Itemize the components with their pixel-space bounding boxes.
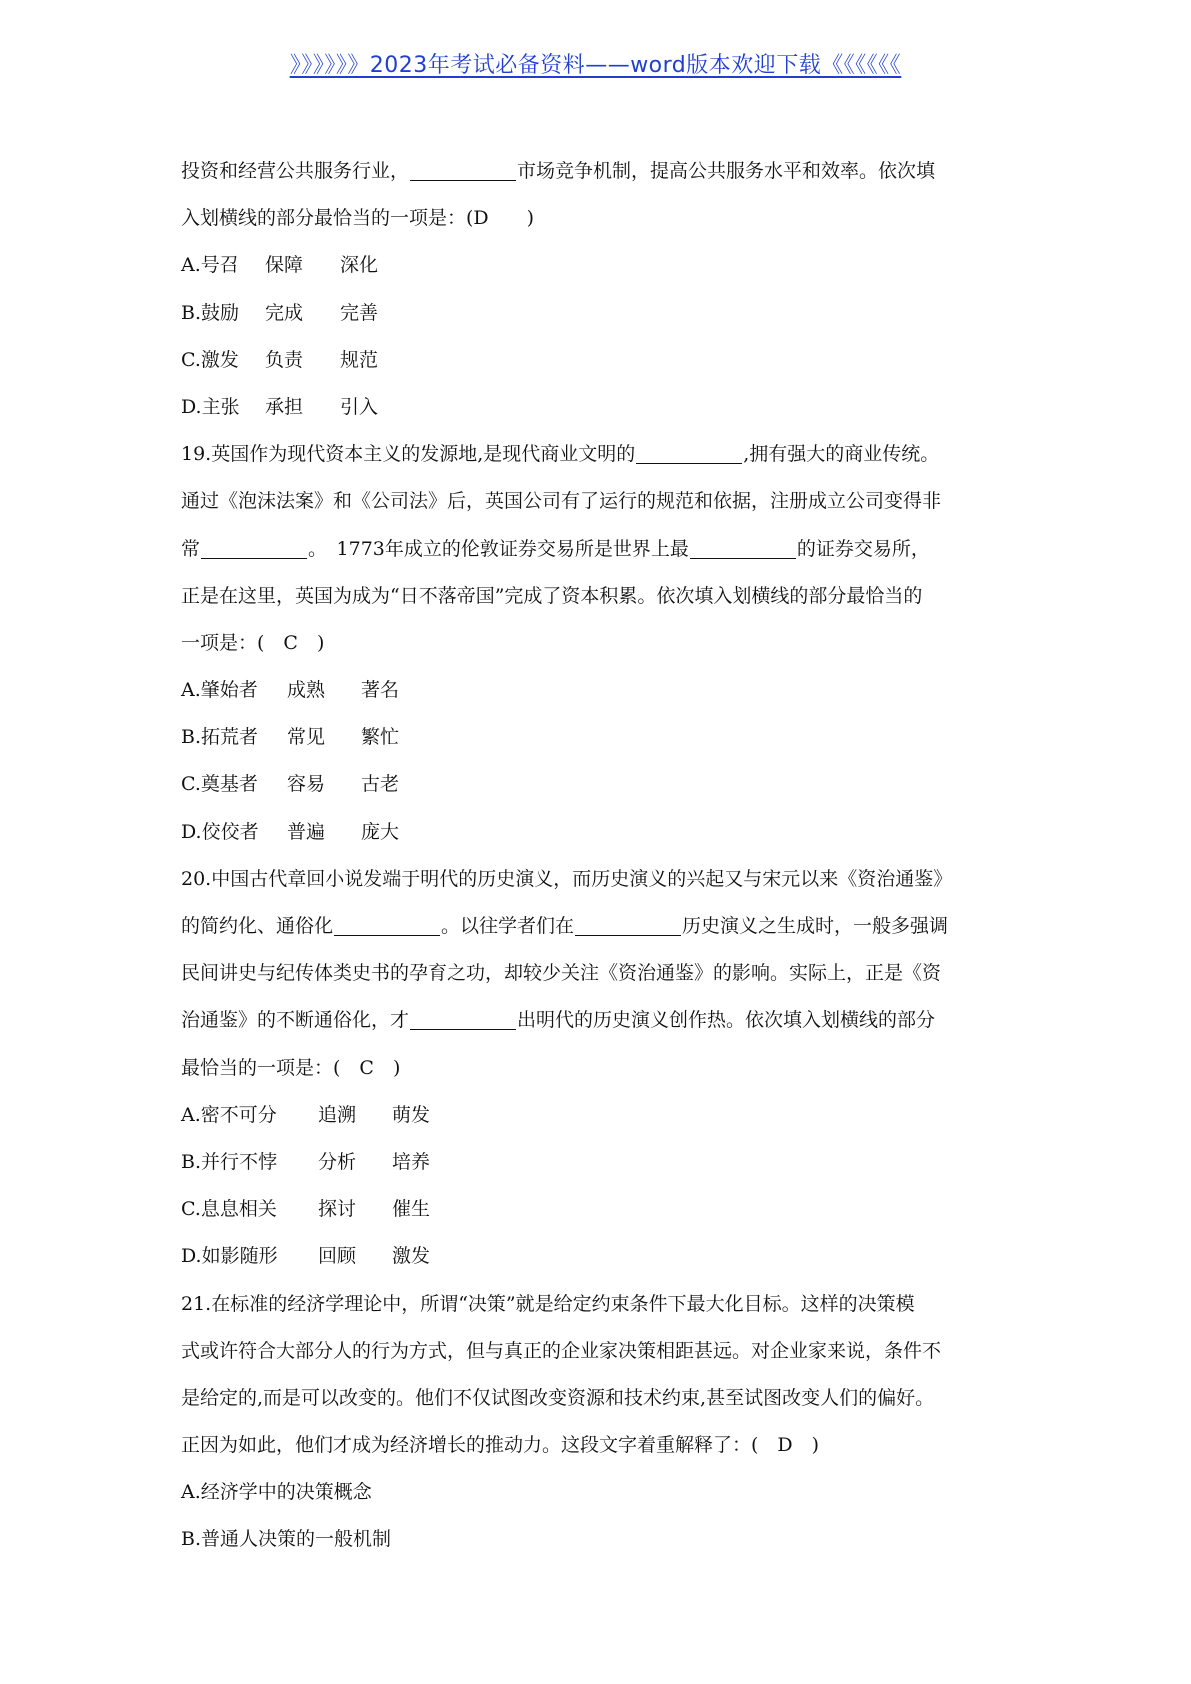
text-segment: 常 bbox=[181, 537, 201, 560]
q19-option-d bbox=[181, 809, 1021, 856]
text-segment: 出明代的历史演义创作热。依次填入划横线的部分 bbox=[517, 1009, 936, 1032]
option-word: 培养 bbox=[392, 1150, 431, 1173]
option-word: 分析 bbox=[318, 1150, 357, 1173]
q20-stem-line-2 bbox=[181, 903, 1021, 950]
option-word: 激发 bbox=[392, 1245, 431, 1268]
document-body bbox=[181, 148, 1021, 1564]
option-word: 常见 bbox=[287, 726, 326, 749]
option-label: A.密不可分 bbox=[181, 1103, 277, 1126]
option-word: 承担 bbox=[265, 395, 304, 418]
option-label: A.肇始者 bbox=[181, 679, 258, 702]
q18-stem-line-2: 入划横线的部分最恰当的一项是：(D ) bbox=[181, 207, 535, 230]
answer-blank bbox=[575, 909, 681, 936]
text-segment: 19.英国作为现代资本主义的发源地,是现代商业文明的 bbox=[181, 443, 636, 466]
option-label: C.激发 bbox=[181, 348, 239, 371]
q19-option-c bbox=[181, 761, 1021, 808]
option-label: D.如影随形 bbox=[181, 1245, 278, 1268]
q21-option-a: A.经济学中的决策概念 bbox=[181, 1481, 372, 1504]
text-segment: 治通鉴》的不断通俗化，才 bbox=[181, 1009, 410, 1032]
option-word: 成熟 bbox=[287, 679, 326, 702]
option-word: 萌发 bbox=[392, 1103, 431, 1126]
option-label: C.息息相关 bbox=[181, 1198, 277, 1221]
option-word: 容易 bbox=[287, 773, 326, 796]
option-word: 繁忙 bbox=[361, 726, 400, 749]
q20-option-d bbox=[181, 1233, 1021, 1280]
text-segment: 投资和经营公共服务行业， bbox=[181, 160, 410, 182]
option-word: 古老 bbox=[361, 773, 400, 796]
option-word: 完善 bbox=[340, 301, 379, 324]
option-label: D.佼佼者 bbox=[181, 820, 259, 843]
answer-blank bbox=[410, 154, 516, 181]
option-label: B.拓荒者 bbox=[181, 726, 259, 749]
option-word: 追溯 bbox=[318, 1103, 357, 1126]
q19-stem-line-4: 正是在这里，英国为成为“日不落帝国”完成了资本积累。依次填入划横线的部分最恰当的 bbox=[181, 584, 923, 607]
q21-stem-line-2: 式或许符合大部分人的行为方式，但与真正的企业家决策相距甚远。对企业家来说，条件不 bbox=[181, 1339, 942, 1362]
answer-blank bbox=[636, 437, 742, 464]
option-word: 负责 bbox=[265, 348, 304, 371]
option-word: 催生 bbox=[392, 1198, 431, 1221]
option-word: 深化 bbox=[340, 254, 379, 277]
q18-option-a bbox=[181, 242, 1021, 289]
option-word: 规范 bbox=[340, 348, 379, 371]
q21-stem-line-3: 是给定的,而是可以改变的。他们不仅试图改变资源和技术约束,甚至试图改变人们的偏好。 bbox=[181, 1386, 935, 1409]
text-segment: 市场竞争机制，提高公共服务水平和效率。依次填 bbox=[517, 160, 936, 182]
q19-stem-line-5: 一项是：( C ) bbox=[181, 631, 325, 654]
q19-stem-line-3 bbox=[181, 526, 1021, 573]
option-label: C.奠基者 bbox=[181, 773, 258, 796]
q20-stem-line-3: 民间讲史与纪传体类史书的孕育之功，却较少关注《资治通鉴》的影响。实际上，正是《资 bbox=[181, 962, 942, 985]
q20-option-c bbox=[181, 1186, 1021, 1233]
text-segment: 的证券交易所， bbox=[796, 537, 930, 560]
option-label: B.鼓励 bbox=[181, 301, 240, 324]
option-label: D.主张 bbox=[181, 395, 240, 418]
download-banner-link[interactable]: 》》》》》》2023年考试必备资料——word版本欢迎下载《《《《《《 bbox=[289, 53, 902, 78]
text-segment: ,拥有强大的商业传统。 bbox=[743, 443, 940, 466]
option-word: 引入 bbox=[340, 395, 379, 418]
answer-blank bbox=[410, 1003, 516, 1030]
q20-stem-line-4 bbox=[181, 997, 1021, 1044]
q18-option-d bbox=[181, 384, 1021, 431]
q21-stem-line-4: 正因为如此，他们才成为经济增长的推动力。这段文字着重解释了：( D ) bbox=[181, 1434, 820, 1457]
q21-option-b: B.普通人决策的一般机制 bbox=[181, 1528, 392, 1551]
text-segment: 。以往学者们在 bbox=[441, 915, 575, 937]
q20-option-a bbox=[181, 1092, 1021, 1139]
answer-blank bbox=[690, 532, 796, 559]
answer-blank bbox=[334, 909, 440, 936]
option-word: 回顾 bbox=[318, 1245, 357, 1268]
q18-stem-line-1 bbox=[181, 148, 1021, 195]
option-word: 普遍 bbox=[287, 820, 326, 843]
text-segment: 历史演义之生成时，一般多强调 bbox=[682, 915, 949, 937]
q20-option-b bbox=[181, 1139, 1021, 1186]
q20-stem-line-5: 最恰当的一项是：( C ) bbox=[181, 1056, 401, 1079]
option-label: A.号召 bbox=[181, 254, 239, 277]
option-word: 探讨 bbox=[318, 1198, 357, 1221]
q19-stem-line-2: 通过《泡沫法案》和《公司法》后，英国公司有了运行的规范和依据，注册成立公司变得非 bbox=[181, 490, 942, 513]
option-label: B.并行不悖 bbox=[181, 1150, 278, 1173]
q18-option-c bbox=[181, 337, 1021, 384]
q19-stem-line-1 bbox=[181, 431, 1021, 478]
option-word: 著名 bbox=[361, 679, 400, 702]
option-word: 完成 bbox=[265, 301, 304, 324]
option-word: 保障 bbox=[265, 254, 304, 277]
q20-stem-line-1: 20.中国古代章回小说发端于明代的历史演义，而历史演义的兴起又与宋元以来《资治通鉴》 bbox=[181, 867, 953, 890]
answer-blank bbox=[201, 532, 307, 559]
text-segment: 的简约化、通俗化 bbox=[181, 915, 334, 937]
q21-stem-line-1: 21.在标准的经济学理论中，所谓“决策”就是给定约束条件下最大化目标。这样的决策模 bbox=[181, 1292, 915, 1315]
q19-option-a bbox=[181, 667, 1021, 714]
q19-option-b bbox=[181, 714, 1021, 761]
text-segment: 。 1773年成立的伦敦证券交易所是世界上最 bbox=[308, 537, 689, 560]
q18-option-b bbox=[181, 290, 1021, 337]
option-word: 庞大 bbox=[361, 820, 400, 843]
